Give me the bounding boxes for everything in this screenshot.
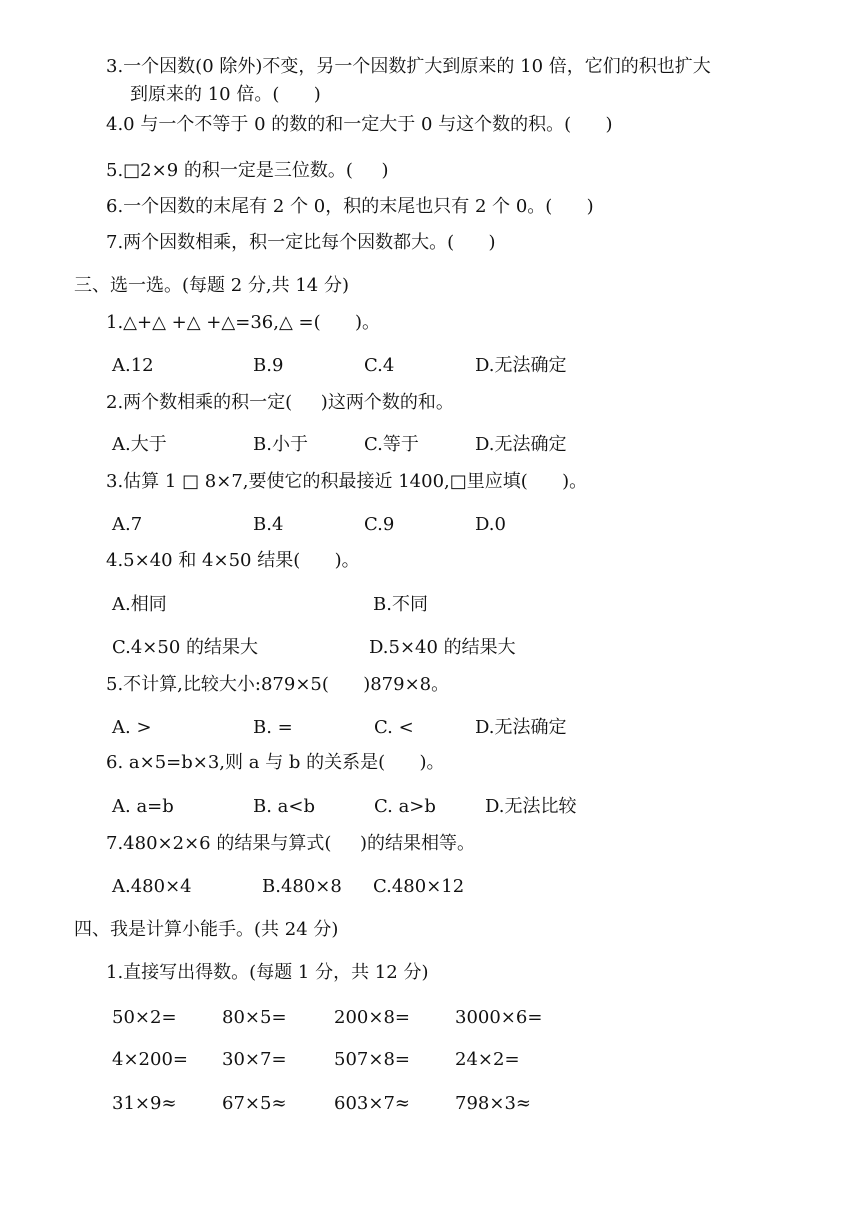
choice-q4-option-b: B.不同 [373, 594, 428, 615]
choice-q6-option-c: C. a>b [374, 796, 436, 817]
choice-q1-option-a: A.12 [112, 355, 154, 376]
section3-title: 三、选一选。(每题 2 分,共 14 分) [74, 275, 350, 296]
calc-item: 200×8= [334, 1007, 410, 1028]
calc-item: 3000×6= [455, 1007, 543, 1028]
calc-item: 507×8= [334, 1049, 410, 1070]
choice-q7-option-a: A.480×4 [112, 876, 192, 897]
section4-title: 四、我是计算小能手。(共 24 分) [74, 919, 339, 940]
choice-q6-option-a: A. a=b [112, 796, 174, 817]
choice-q5-option-b: B. = [253, 717, 293, 738]
choice-q7-option-c: C.480×12 [373, 876, 465, 897]
choice-q5-option-d: D.无法确定 [475, 717, 567, 738]
judge-q4: 4.0 与一个不等于 0 的数的和一定大于 0 与这个数的积。( ) [106, 114, 613, 135]
calc-item: 4×200= [112, 1049, 188, 1070]
choice-q2-option-c: C.等于 [364, 434, 419, 455]
choice-q4-option-a: A.相同 [112, 594, 167, 615]
choice-q3: 3.估算 1 □ 8×7,要使它的积最接近 1400,□里应填( )。 [106, 471, 588, 492]
choice-q2-option-d: D.无法确定 [475, 434, 567, 455]
choice-q1-option-d: D.无法确定 [475, 355, 567, 376]
choice-q6-option-b: B. a<b [253, 796, 316, 817]
choice-q1-option-c: C.4 [364, 355, 395, 376]
choice-q4-option-d: D.5×40 的结果大 [369, 637, 516, 658]
calc-item: 50×2= [112, 1007, 177, 1028]
choice-q7: 7.480×2×6 的结果与算式( )的结果相等。 [106, 833, 475, 854]
calc-item: 798×3≈ [455, 1093, 531, 1114]
choice-q2-option-a: A.大于 [112, 434, 167, 455]
judge-q3-line1: 3.一个因数(0 除外)不变，另一个因数扩大到原来的 10 倍，它们的积也扩大 [106, 56, 711, 77]
choice-q5-option-a: A. > [112, 717, 152, 738]
choice-q1: 1.△+△ +△ +△=36,△ =( )。 [106, 312, 380, 333]
choice-q6-option-d: D.无法比较 [485, 796, 577, 817]
calc-item: 31×9≈ [112, 1093, 177, 1114]
judge-q5: 5.□2×9 的积一定是三位数。( ) [106, 160, 389, 181]
choice-q7-option-b: B.480×8 [262, 876, 342, 897]
judge-q3-line2: 到原来的 10 倍。( ) [130, 84, 321, 105]
calc-item: 30×7= [222, 1049, 287, 1070]
section4-sub1: 1.直接写出得数。(每题 1 分，共 12 分) [106, 962, 429, 983]
choice-q3-option-d: D.0 [475, 514, 506, 535]
choice-q1-option-b: B.9 [253, 355, 284, 376]
choice-q4: 4.5×40 和 4×50 结果( )。 [106, 550, 360, 571]
judge-q6: 6.一个因数的末尾有 2 个 0，积的末尾也只有 2 个 0。( ) [106, 196, 594, 217]
judge-q7: 7.两个因数相乘，积一定比每个因数都大。( ) [106, 232, 496, 253]
choice-q3-option-c: C.9 [364, 514, 395, 535]
calc-item: 80×5= [222, 1007, 287, 1028]
choice-q4-option-c: C.4×50 的结果大 [112, 637, 259, 658]
calc-item: 603×7≈ [334, 1093, 410, 1114]
calc-item: 67×5≈ [222, 1093, 287, 1114]
choice-q2: 2.两个数相乘的积一定( )这两个数的和。 [106, 392, 454, 413]
choice-q3-option-a: A.7 [112, 514, 143, 535]
calc-item: 24×2= [455, 1049, 520, 1070]
choice-q2-option-b: B.小于 [253, 434, 308, 455]
choice-q3-option-b: B.4 [253, 514, 284, 535]
choice-q5-option-c: C. < [374, 717, 414, 738]
choice-q6: 6. a×5=b×3,则 a 与 b 的关系是( )。 [106, 752, 445, 773]
choice-q5: 5.不计算,比较大小:879×5( )879×8。 [106, 674, 450, 695]
